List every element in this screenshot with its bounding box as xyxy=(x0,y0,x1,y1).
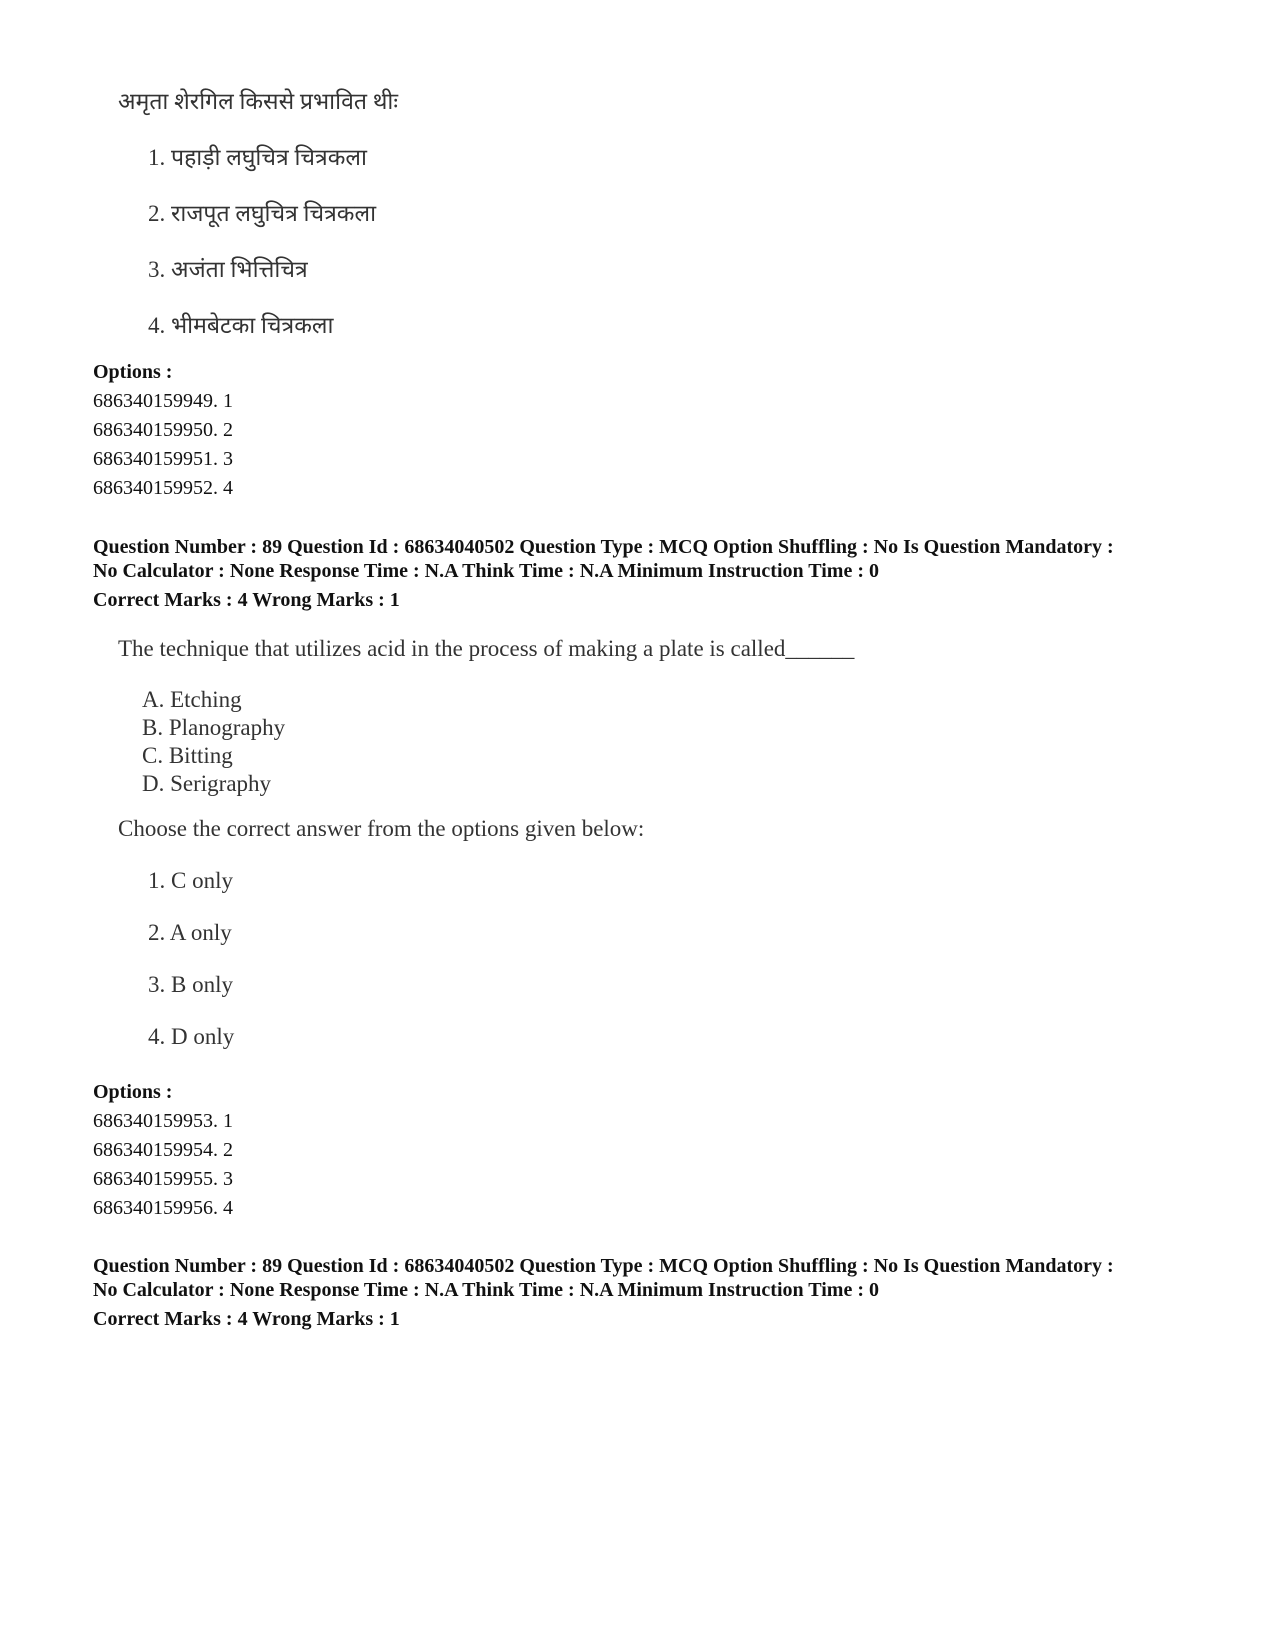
statement-item: D. Serigraphy xyxy=(142,771,272,796)
choice-item: 1. पहाड़ी लघुचित्र चित्रकला xyxy=(148,145,367,170)
meta-line: No Calculator : None Response Time : N.A Think Time : N.A Minimum Instruction Time : 0 xyxy=(93,560,879,582)
statement-item: C. Bitting xyxy=(142,743,233,768)
option-id: 686340159951. 3 xyxy=(93,448,233,470)
question-88-options xyxy=(93,358,233,503)
marks-line: Correct Marks : 4 Wrong Marks : 1 xyxy=(93,589,400,611)
question-89-meta xyxy=(93,535,1213,612)
options-heading: Options : xyxy=(93,361,173,383)
option-id: 686340159953. 1 xyxy=(93,1110,233,1132)
option-id: 686340159956. 4 xyxy=(93,1197,233,1219)
choice-item: 4. D only xyxy=(148,1024,235,1049)
statement-item: B. Planography xyxy=(142,715,286,740)
question-89-instruction: Choose the correct answer from the options given below: xyxy=(118,816,645,841)
options-heading: Options : xyxy=(93,1081,173,1103)
choice-item: 3. B only xyxy=(148,972,233,997)
meta-line: Question Number : 89 Question Id : 68634040502 Question Type : MCQ Option Shuffling : No Is Question Mandatory : xyxy=(93,536,1114,558)
choice-item: 2. राजपूत लघुचित्र चित्रकला xyxy=(148,201,377,226)
option-id: 686340159954. 2 xyxy=(93,1139,233,1161)
choice-item: 4. भीमबेटका चित्रकला xyxy=(148,313,334,338)
option-id: 686340159950. 2 xyxy=(93,419,233,441)
question-89-stem: The technique that utilizes acid in the process of making a plate is called______ xyxy=(118,636,855,661)
question-89-options xyxy=(93,1078,233,1223)
meta-line: Question Number : 89 Question Id : 68634040502 Question Type : MCQ Option Shuffling : No Is Question Mandatory : xyxy=(93,1255,1114,1277)
option-id: 686340159952. 4 xyxy=(93,477,233,499)
question-88-stem: अमृता शेरगिल किससे प्रभावित थीः xyxy=(118,89,399,114)
choice-item: 2. A only xyxy=(148,920,232,945)
choice-item: 3. अजंता भित्तिचित्र xyxy=(148,257,308,282)
question-89-statements xyxy=(142,686,285,798)
option-id: 686340159949. 1 xyxy=(93,390,233,412)
meta-line: No Calculator : None Response Time : N.A Think Time : N.A Minimum Instruction Time : 0 xyxy=(93,1279,879,1301)
choice-item: 1. C only xyxy=(148,868,233,893)
option-id: 686340159955. 3 xyxy=(93,1168,233,1190)
question-next-meta xyxy=(93,1254,1213,1331)
marks-line: Correct Marks : 4 Wrong Marks : 1 xyxy=(93,1308,400,1330)
statement-item: A. Etching xyxy=(142,687,242,712)
